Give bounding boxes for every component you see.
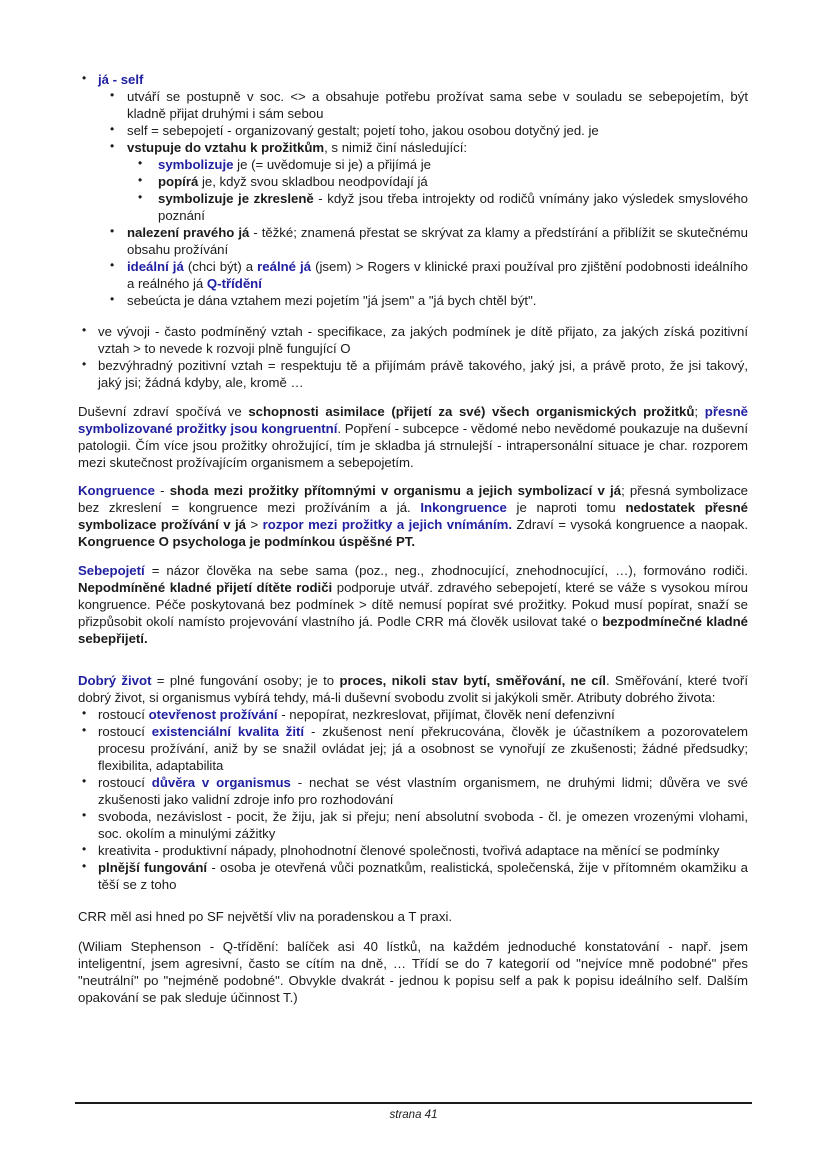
text-run: ve vývoji - často podmíněný vztah - specifikace, za jakých podmínek je dítě přijato, za jakých získá pozitivní vztah > to nevede k rozvoji plně fungující O (98, 324, 748, 356)
text-run: = plné fungování osoby; je to (151, 673, 340, 688)
section-spacer (78, 471, 748, 482)
text-run: utváří se postupně v soc. <> a obsahuje potřebu prožívat sama sebe v souladu se sebepojetím, být kladně přijat druhými i sám sebou (127, 89, 748, 121)
paragraph (78, 403, 748, 471)
text-run: Inkongruence (420, 500, 507, 515)
text-run: rozpor mezi prožitky a jejich vnímáním. (262, 517, 512, 532)
bullet-item (78, 139, 748, 156)
bullet-item (78, 292, 748, 309)
text-run: bezpodmínečné kladné sebepřijetí. (78, 614, 748, 646)
text-run: . Popření - subcepce - vědomé nebo nevědomé poukazuje na duševní patologii. Čím více jsou prožitky ohrožující, tím je skladba já strnulejší - intrapersonální situace je char. rozporem mezi skutečnost prožívajícím organismem a sebepojetím. (78, 421, 748, 470)
text-run: popírá (158, 174, 199, 189)
text-run: , s nimiž činí následující: (324, 140, 468, 155)
bullet-item (78, 224, 748, 258)
bullet-item (78, 808, 748, 842)
bullet-marker-icon: • (82, 71, 87, 85)
bullet-item (78, 842, 748, 859)
bullet-item (78, 71, 748, 88)
text-run: rostoucí (98, 775, 152, 790)
text-run: = názor člověka na sebe sama (poz., neg., zhodnocující, znehodnocující, …), formováno rodiči. (144, 563, 748, 578)
text-run: podporuje utvář. zdravého sebepojetí, které se váže s vysokou mírou kongruence. Péče poskytovaná bez podmínek > dítě nemusí popírat své prožitky. Pokud musí popírat, snaží se přizpůsobit okolí namísto projevování vlastního já. Podle CRR má člověk usilovat také o (78, 580, 749, 629)
bullet-marker-icon: • (138, 156, 143, 170)
text-run: > (246, 517, 263, 532)
section-spacer (78, 550, 748, 562)
bullet-marker-icon: • (82, 323, 87, 337)
bullet-marker-icon: • (110, 292, 115, 306)
text-run: nedostatek přesné symbolizace prožívání v já (78, 500, 748, 532)
text-run: - nechat se vést vlastním organismem, ne druhými lidmi; důvěra ve své zkušenosti jako validní zdroje info pro rozhodování (98, 775, 748, 807)
text-run: plnější fungování (98, 860, 208, 875)
text-run: sebeúcta je dána vztahem mezi pojetím "já jsem" a "já bych chtěl být". (127, 293, 537, 308)
text-run: - (154, 483, 170, 498)
text-run: svoboda, nezávislost - pocit, že žiju, jak si přeju; není absolutní svoboda - čl. je omezen vrozenými vlohami, soc. okolím a minulými zážitky (98, 809, 748, 841)
text-run: je (= uvědomuje si je) a přijímá je (233, 157, 432, 172)
text-run: (Wiliam Stephenson - Q-třídění: balíček asi 40 lístků, na každém jednoduché konstatování - např. jsem inteligentní, jsem agresivní, často se cítím na dně, … Třídí se do 7 kategorií od "nejvíce mně podobné" přes "neutrální" po "nejméně podobné". Obvykle dvakrát - jednou k popisu self a pak k popisu ideálního self. Dalším opakování se pak sleduje účinnost T.) (78, 939, 748, 1005)
document-content (78, 71, 748, 1006)
text-run: (chci být) a (183, 259, 258, 274)
bullet-marker-icon: • (82, 774, 87, 788)
text-run: Zdraví = vysoká kongruence a naopak. (512, 517, 748, 532)
bullet-marker-icon: • (82, 723, 87, 737)
text-run: přesně symbolizované prožitky jsou kongruentní (78, 404, 749, 436)
text-run: Dobrý život (78, 673, 152, 688)
bullet-item (78, 156, 748, 173)
text-run: otevřenost prožívání (148, 707, 278, 722)
text-run: Q-třídění (206, 276, 262, 291)
text-run: (jsem) > Rogers v klinické praxi používal pro zjištění podobnosti ideálního a reálného já (127, 259, 748, 291)
bullet-marker-icon: • (110, 224, 115, 238)
text-run: self = sebepojetí - organizovaný gestalt; pojetí toho, jakou osobou dotyčný jed. je (127, 123, 599, 138)
text-run: . Směřování, které tvoří dobrý život, si organismus vybírá tehdy, má-li duševní svobodu zvolit si jakýkoli směr. Atributy dobrého života: (78, 673, 748, 705)
bullet-marker-icon: • (82, 808, 87, 822)
text-run: shoda mezi prožitky přítomnými v organismu a jejich symbolizací v já (169, 483, 622, 498)
bullet-item (78, 122, 748, 139)
text-run: rostoucí (98, 707, 149, 722)
bullet-marker-icon: • (110, 139, 115, 153)
text-run: důvěra v organismus (151, 775, 291, 790)
text-run: existenciální kvalita žití (151, 724, 305, 739)
section-spacer (78, 925, 748, 938)
text-run: já - self (98, 72, 144, 87)
bullet-marker-icon: • (82, 706, 87, 720)
text-run: Kongruence (78, 483, 155, 498)
bullet-marker-icon: • (82, 859, 87, 873)
paragraph (78, 908, 748, 925)
bullet-marker-icon: • (110, 122, 115, 136)
text-run: Duševní zdraví spočívá ve (78, 404, 249, 419)
bullet-marker-icon: • (138, 190, 143, 204)
text-run: - těžké; znamená přestat se skrývat za klamy a předstírání a přiblížit se skutečnému obsahu prožívání (127, 225, 748, 257)
section-spacer (78, 309, 748, 323)
bullet-marker-icon: • (138, 173, 143, 187)
paragraph (78, 482, 748, 550)
bullet-item (78, 190, 748, 224)
text-run: vstupuje do vztahu k prožitkům (127, 140, 325, 155)
bullet-item (78, 859, 748, 893)
text-run: CRR měl asi hned po SF největší vliv na poradenskou a T praxi. (78, 909, 453, 924)
bullet-marker-icon: • (110, 88, 115, 102)
text-run: reálné já (257, 259, 312, 274)
text-run: kreativita - produktivní nápady, plnohodnotní členové společnosti, tvořivá adaptace na měnící se podmínky (98, 843, 720, 858)
bullet-item (78, 706, 748, 723)
text-run: - osoba je otevřená vůči poznatkům, realistická, společenská, žije v přítomném okamžiku a těší se z toho (98, 860, 748, 892)
bullet-item (78, 258, 748, 292)
section-spacer (78, 391, 748, 403)
text-run: - když jsou třeba introjekty od rodičů vnímány jako výsledek smyslového poznání (158, 191, 748, 223)
bullet-marker-icon: • (82, 357, 87, 371)
paragraph (78, 938, 748, 1006)
bullet-item (78, 323, 748, 357)
page-footer (75, 1102, 752, 1124)
page-number: strana 41 (389, 1109, 438, 1121)
text-run: nalezení pravého já (127, 225, 250, 240)
text-run: bezvýhradný pozitivní vztah = respektuju tě a přijímám právě takového, jaký jsi, a právě proto, že jsi takový, jaký jsi; žádná kdyby, ale, kromě … (98, 358, 748, 390)
text-run: - nepopírat, nezkreslovat, přijímat, člověk není defenzivní (277, 707, 615, 722)
text-run: schopnosti asimilace (přijetí za své) všech organismických prožitků (248, 404, 695, 419)
text-run: proces, nikoli stav bytí, směřování, ne cíl (339, 673, 606, 688)
paragraph (78, 672, 748, 706)
bullet-item (78, 357, 748, 391)
bullet-item (78, 173, 748, 190)
section-spacer (78, 647, 748, 672)
text-run: - zkušenost není překrucována, člověk je účastníkem a pozorovatelem procesu prožívání, aniž by se snažil ovládat jej; já a osobnost se vynořují ze zkušenosti; žádné předsudky; flexibilita, adaptabilita (98, 724, 748, 773)
text-run: rostoucí (98, 724, 152, 739)
text-run: Nepodmíněné kladné přijetí dítěte rodiči (78, 580, 333, 595)
paragraph (78, 562, 748, 647)
text-run: je, když svou skladbou neodpovídají já (198, 174, 428, 189)
text-run: Sebepojetí (78, 563, 145, 578)
text-run: Kongruence O psychologa je podmínkou úspěšné PT. (78, 534, 416, 549)
bullet-item (78, 774, 748, 808)
bullet-item (78, 723, 748, 774)
section-spacer (78, 893, 748, 908)
bullet-marker-icon: • (110, 258, 115, 272)
text-run: je naproti tomu (506, 500, 626, 515)
text-run: symbolizuje (158, 157, 234, 172)
text-run: ; (694, 404, 705, 419)
bullet-item (78, 88, 748, 122)
text-run: ideální já (127, 259, 184, 274)
text-run: symbolizuje je zkresleně (158, 191, 314, 206)
bullet-marker-icon: • (82, 842, 87, 856)
text-run: ; přesná symbolizace bez zkreslení = kongruence mezi prožíváním a já. (78, 483, 748, 515)
